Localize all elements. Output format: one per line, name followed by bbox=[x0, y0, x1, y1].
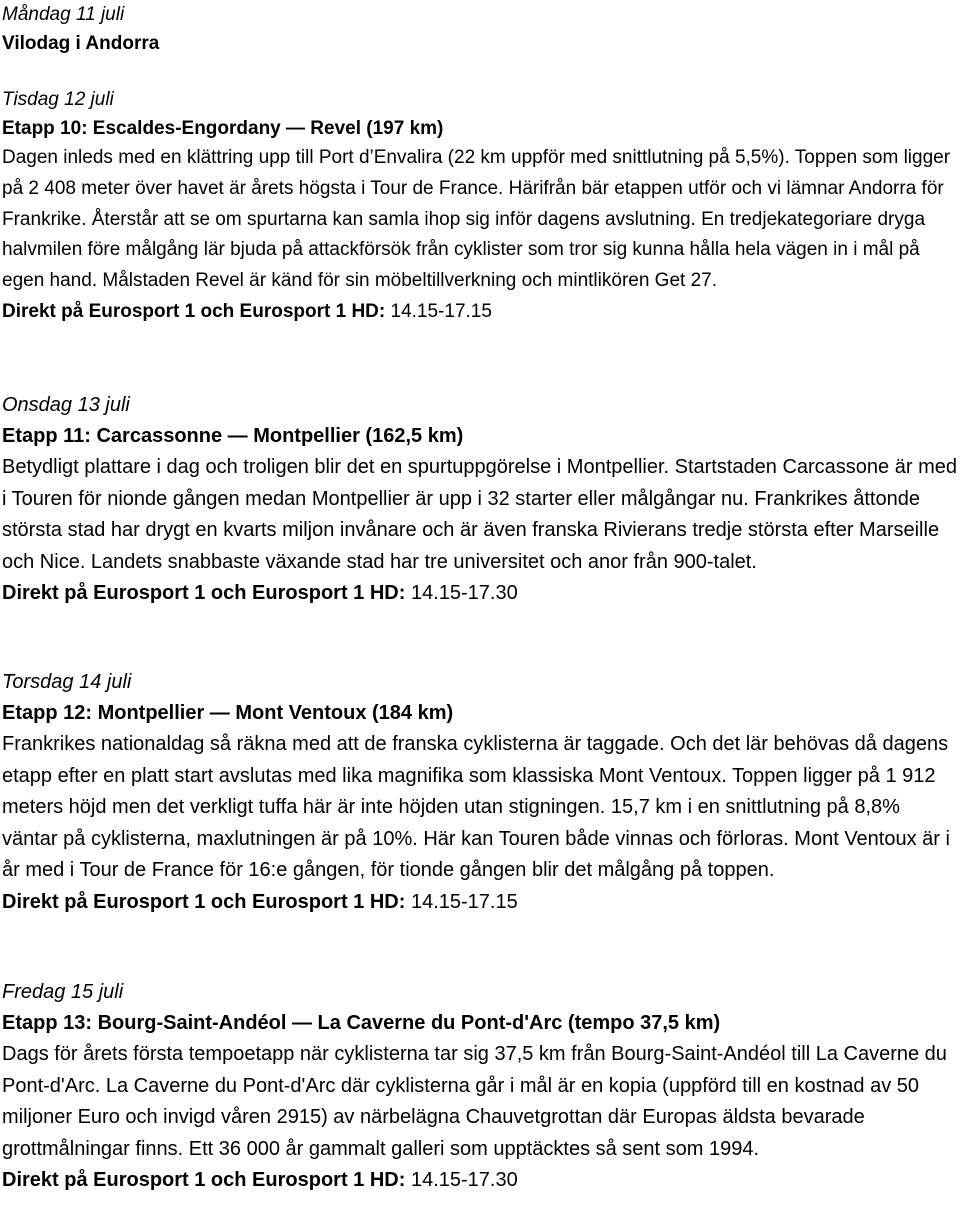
broadcast-time: 14.15-17.30 bbox=[410, 582, 518, 604]
broadcast-label: Direkt på Eurosport 1 och Eurosport 1 HD: bbox=[2, 1169, 406, 1191]
broadcast-label: Direkt på Eurosport 1 och Eurosport 1 HD: bbox=[2, 890, 406, 913]
stage-description: Frankrikes nationaldag så räkna med att de franska cyklisterna är taggade. Och det lär behövas då dagens etapp efter en platt start avslutas med lika magnifika som klassiska Mont Ventoux. Toppen ligger på 1 912 meters höjd men det verkligt tuffa här är inte höjden utan stigningen. 15,7 km i en snittlutning på 8,8% väntar på cyklisterna, maxlutningen är på 10%. Här kan Touren både vinnas och förloras. Mont Ventoux är i år med i Tour de France för 16:e gången, för tionde gången blir det målgång på toppen. bbox=[2, 733, 950, 881]
broadcast-info bbox=[2, 1165, 960, 1195]
broadcast-label: Direkt på Eurosport 1 och Eurosport 1 HD: bbox=[2, 300, 386, 322]
broadcast-time: 14.15-17.15 bbox=[390, 300, 492, 322]
day-section-wednesday bbox=[2, 390, 960, 667]
stage-title: Vilodag i Andorra bbox=[2, 33, 160, 54]
day-section-thursday bbox=[2, 667, 960, 977]
stage-title: Etapp 11: Carcassonne — Montpellier (162,5 km) bbox=[2, 425, 464, 447]
broadcast-label: Direkt på Eurosport 1 och Eurosport 1 HD: bbox=[2, 582, 406, 604]
day-date: Onsdag 13 juli bbox=[2, 394, 130, 416]
broadcast-info bbox=[2, 887, 960, 917]
broadcast-time: 14.15-17.30 bbox=[410, 1169, 518, 1191]
stage-title: Etapp 12: Montpellier — Mont Ventoux (184 km) bbox=[2, 702, 454, 724]
stage-description: Dagen inleds med en klättring upp till Port d’Envalira (22 km uppför med snittlutning på 5,5%). Toppen som ligger på 2 408 meter över havet är årets högsta i Tour de France. Härifrån bär etappen utför och vi lämnar Andorra för Frankrike. Återstår att se om spurtarna kan samla ihop sig inför dagens avslutning. En tredjekategoriare dryga halvmilen före målgång lär bjuda på attackförsök från cyklister som tror sig kunna hålla hela vägen in i mål på egen hand. Målstaden Revel är känd för sin möbeltillverkning och mintlikören Get 27. bbox=[2, 147, 951, 292]
day-date: Måndag 11 juli bbox=[2, 4, 125, 25]
day-section-monday bbox=[2, 0, 960, 85]
stage-title: Etapp 13: Bourg-Saint-Andéol — La Caverne du Pont-d'Arc (tempo 37,5 km) bbox=[2, 1012, 721, 1034]
stage-description: Dags för årets första tempoetapp när cyklisterna tar sig 37,5 km från Bourg-Saint-Andéol till La Caverne du Pont-d'Arc. La Caverne du Pont-d'Arc där cyklisterna går i mål är en kopia (uppförd till en kostnad av 50 miljoner Euro och invigd våren 2915) av närbelägna Chauvetgrottan där Europas äldsta bevarade grottmålningar finns. Ett 36 000 år gammalt galleri som upptäcktes så sent som 1994. bbox=[2, 1043, 947, 1160]
day-section-friday bbox=[2, 977, 960, 1217]
day-date: Fredag 15 juli bbox=[2, 981, 124, 1003]
broadcast-info bbox=[2, 578, 960, 608]
day-date: Torsdag 14 juli bbox=[2, 671, 132, 693]
day-date: Tisdag 12 juli bbox=[2, 89, 114, 110]
stage-title: Etapp 10: Escaldes-Engordany — Revel (197 km) bbox=[2, 118, 444, 139]
broadcast-time: 14.15-17.15 bbox=[410, 890, 518, 913]
day-section-tuesday bbox=[2, 85, 960, 390]
broadcast-info bbox=[2, 297, 960, 326]
stage-description: Betydligt plattare i dag och troligen blir det en spurtuppgörelse i Montpellier. Startstaden Carcassone är med i Touren för nionde gången medan Montpellier är upp i 32 starter eller målgångar nu. Frankrikes åttonde största stad har drygt en kvarts miljon invånare och är även franska Rivierans tredje största efter Marseille och Nice. Landets snabbaste växande stad har tre universitet och anor från 900-talet. bbox=[2, 456, 957, 573]
